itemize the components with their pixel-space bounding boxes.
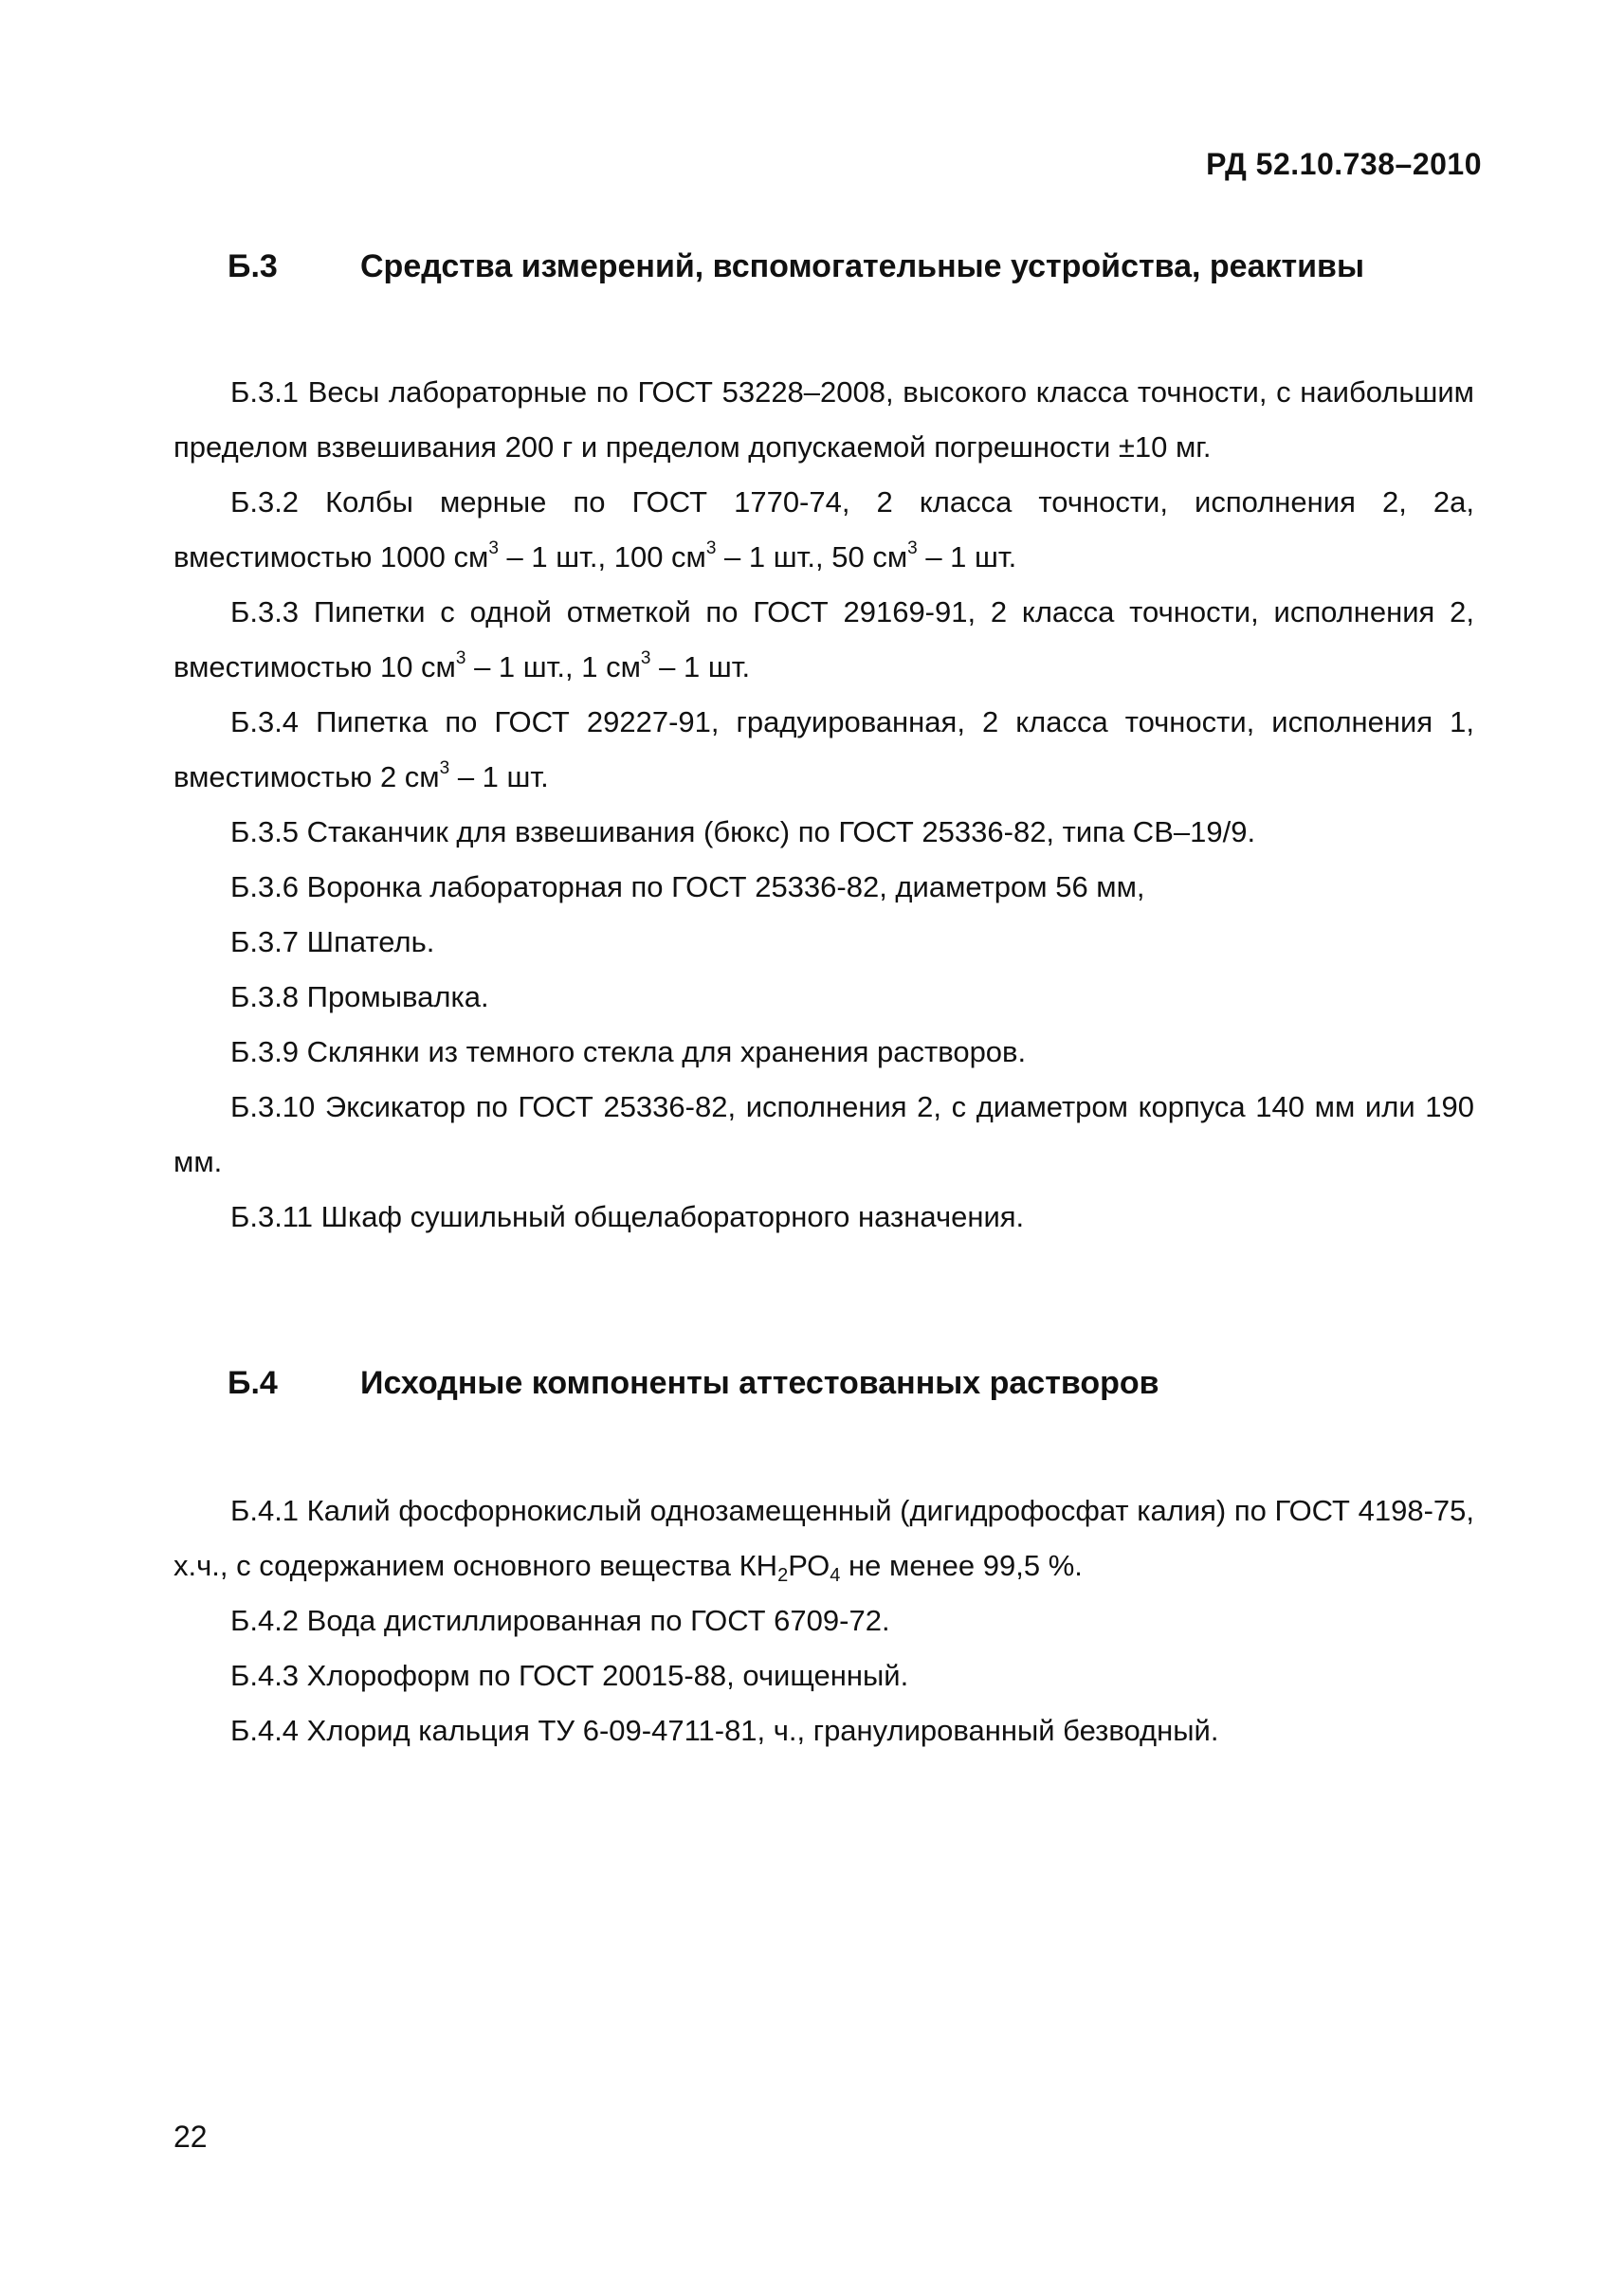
- paragraph-b3-1: Б.3.1 Весы лабораторные по ГОСТ 53228–2008, высокого класса точности, с наибольшим пределом взвешивания 200 г и пределом допускаемой погрешности ±10 мг.: [173, 375, 1474, 464]
- section-b4-body: [173, 1484, 1474, 1758]
- section-number: Б.3: [228, 248, 278, 284]
- section-number: Б.4: [228, 1365, 278, 1401]
- section-title: Средства измерений, вспомогательные устройства, реактивы: [360, 248, 1364, 284]
- paragraph-b3-6: Б.3.6 Воронка лабораторная по ГОСТ 25336-82, диаметром 56 мм,: [230, 870, 1145, 903]
- paragraph-b3-7: Б.3.7 Шпатель.: [230, 925, 435, 958]
- paragraph-b3-4: Б.3.4 Пипетка по ГОСТ 29227-91, градуированная, 2 класса точности, исполнения 1, вместимостью 2 $см^3 - 1$ шт.: [173, 705, 1474, 793]
- page-number: 22: [173, 2120, 208, 2154]
- section-heading-b4: [228, 1365, 1488, 1402]
- section-title: Исходные компоненты аттестованных растворов: [360, 1365, 1159, 1401]
- paragraph-b3-9: Б.3.9 Склянки из темного стекла для хранения растворов.: [230, 1035, 1027, 1068]
- paragraph-b3-10: Б.3.10 Эксикатор по ГОСТ 25336-82, исполнения 2, с диаметром корпуса 140 мм или 190 мм.: [173, 1090, 1474, 1178]
- paragraph-b4-3: Б.4.3 Хлороформ по ГОСТ 20015-88, очищенный.: [230, 1659, 909, 1692]
- paragraph-b4-4: Б.4.4 Хлорид кальция ТУ 6-09-4711-81, ч., гранулированный безводный.: [230, 1714, 1219, 1747]
- paragraph-b3-8: Б.3.8 Промывалка.: [230, 980, 489, 1013]
- document-code: РД 52.10.738–2010: [1206, 147, 1482, 181]
- paragraph-b4-2: Б.4.2 Вода дистиллированная по ГОСТ 6709-72.: [230, 1604, 890, 1637]
- paragraph-b3-11: Б.3.11 Шкаф сушильный общелабораторного назначения.: [230, 1200, 1025, 1233]
- paragraph-b3-3: Б.3.3 Пипетки с одной отметкой по ГОСТ 29169-91, 2 класса точности, исполнения 2, вместимостью 10 $см^3 - 1$ шт., 1 $см^3 - 1$ шт.: [173, 595, 1474, 683]
- section-b3-body: [173, 365, 1474, 1245]
- paragraph-b4-1: Б.4.1 Калий фосфорнокислый однозамещенный (дигидрофосфат калия) по ГОСТ 4198-75, х.ч., с содержанием основного вещества $КН_2РО_4$ не менее 99,5 %.: [173, 1494, 1474, 1586]
- paragraph-b3-2: Б.3.2 Колбы мерные по ГОСТ 1770-74, 2 класса точности, исполнения 2, 2а, вместимостью 1000 $см^3 - 1$ шт., 100 $см^3 - 1$ шт., 50 $см^3 - 1$ шт.: [173, 485, 1474, 574]
- section-heading-b3: [228, 248, 1488, 285]
- paragraph-b3-5: Б.3.5 Стаканчик для взвешивания (бюкс) по ГОСТ 25336-82, типа СВ–19/9.: [230, 815, 1256, 848]
